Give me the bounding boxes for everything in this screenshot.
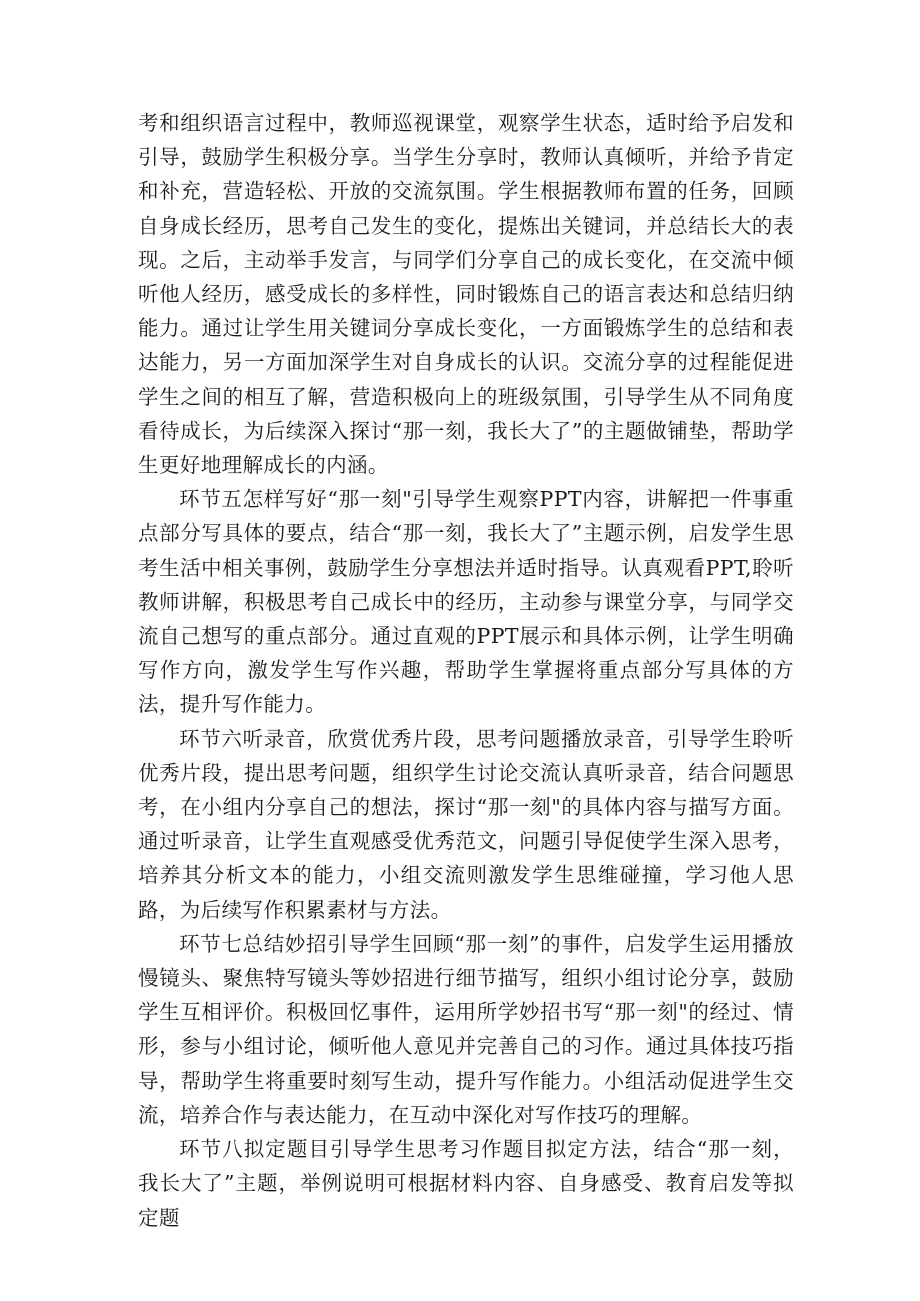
paragraph-step-five: 环节五怎样写好“那一刻"引导学生观察PPT内容，讲解把一件事重点部分写具体的要点，结合“那一刻，我长大了”主题示例，启发学生思考生活中相关事例，鼓励学生分享想法并适时指导。认真观看PPT,聆听教师讲解，积极思考自己成长中的经历，主动参与课堂分享，与同学交流自己想写的重点部分。通过直观的PPT展示和具体示例，让学生明确写作方向，激发学生写作兴趣，帮助学生掌握将重点部分写具体的方法，提升写作能力。 (138, 487, 794, 717)
paragraph-continuation: 考和组织语言过程中，教师巡视课堂，观察学生状态，适时给予启发和引导，鼓励学生积极分享。当学生分享时，教师认真倾听，并给予肯定和补充，营造轻松、开放的交流氛围。学生根据教师布置的任务，回顾自身成长经历，思考自己发生的变化，提炼出关键词，并总结长大的表现。之后，主动举手发言，与同学们分享自己的成长变化，在交流中倾听他人经历，感受成长的多样性，同时锻炼自己的语言表达和总结归纳能力。通过让学生用关键词分享成长变化，一方面锻炼学生的总结和表达能力，另一方面加深学生对自身成长的认识。交流分享的过程能促进学生之间的相互了解，营造积极向上的班级氛围，引导学生从不同角度看待成长，为后续深入探讨“那一刻，我长大了”的主题做铺垫，帮助学生更好地理解成长的内涵。 (138, 111, 794, 478)
paragraph-step-six: 环节六听录音，欣赏优秀片段，思考问题播放录音，引导学生聆听优秀片段，提出思考问题，组织学生讨论交流认真听录音，结合问题思考，在小组内分享自己的想法，探讨“那一刻"的具体内容与描写方面。通过听录音，让学生直观感受优秀范文，问题引导促使学生深入思考，培养其分析文本的能力，小组交流则激发学生思维碰撞，学习他人思路，为后续写作积累素材与方法。 (138, 726, 794, 922)
paragraph-step-eight: 环节八拟定题目引导学生思考习作题目拟定方法，结合“那一刻，我长大了”主题，举例说明可根据材料内容、自身感受、教育启发等拟定题 (138, 1137, 794, 1230)
paragraph-step-seven: 环节七总结妙招引导学生回顾“那一刻”的事件，启发学生运用播放慢镜头、聚焦特写镜头等妙招进行细节描写，组织小组讨论分享，鼓励学生互相评价。积极回忆事件，运用所学妙招书写“那一刻"的经过、情形，参与小组讨论，倾听他人意见并完善自己的习作。通过具体技巧指导，帮助学生将重要时刻写生动，提升写作能力。小组活动促进学生交流，培养合作与表达能力，在互动中深化对写作技巧的理解。 (138, 931, 794, 1127)
document-body (138, 106, 794, 1235)
